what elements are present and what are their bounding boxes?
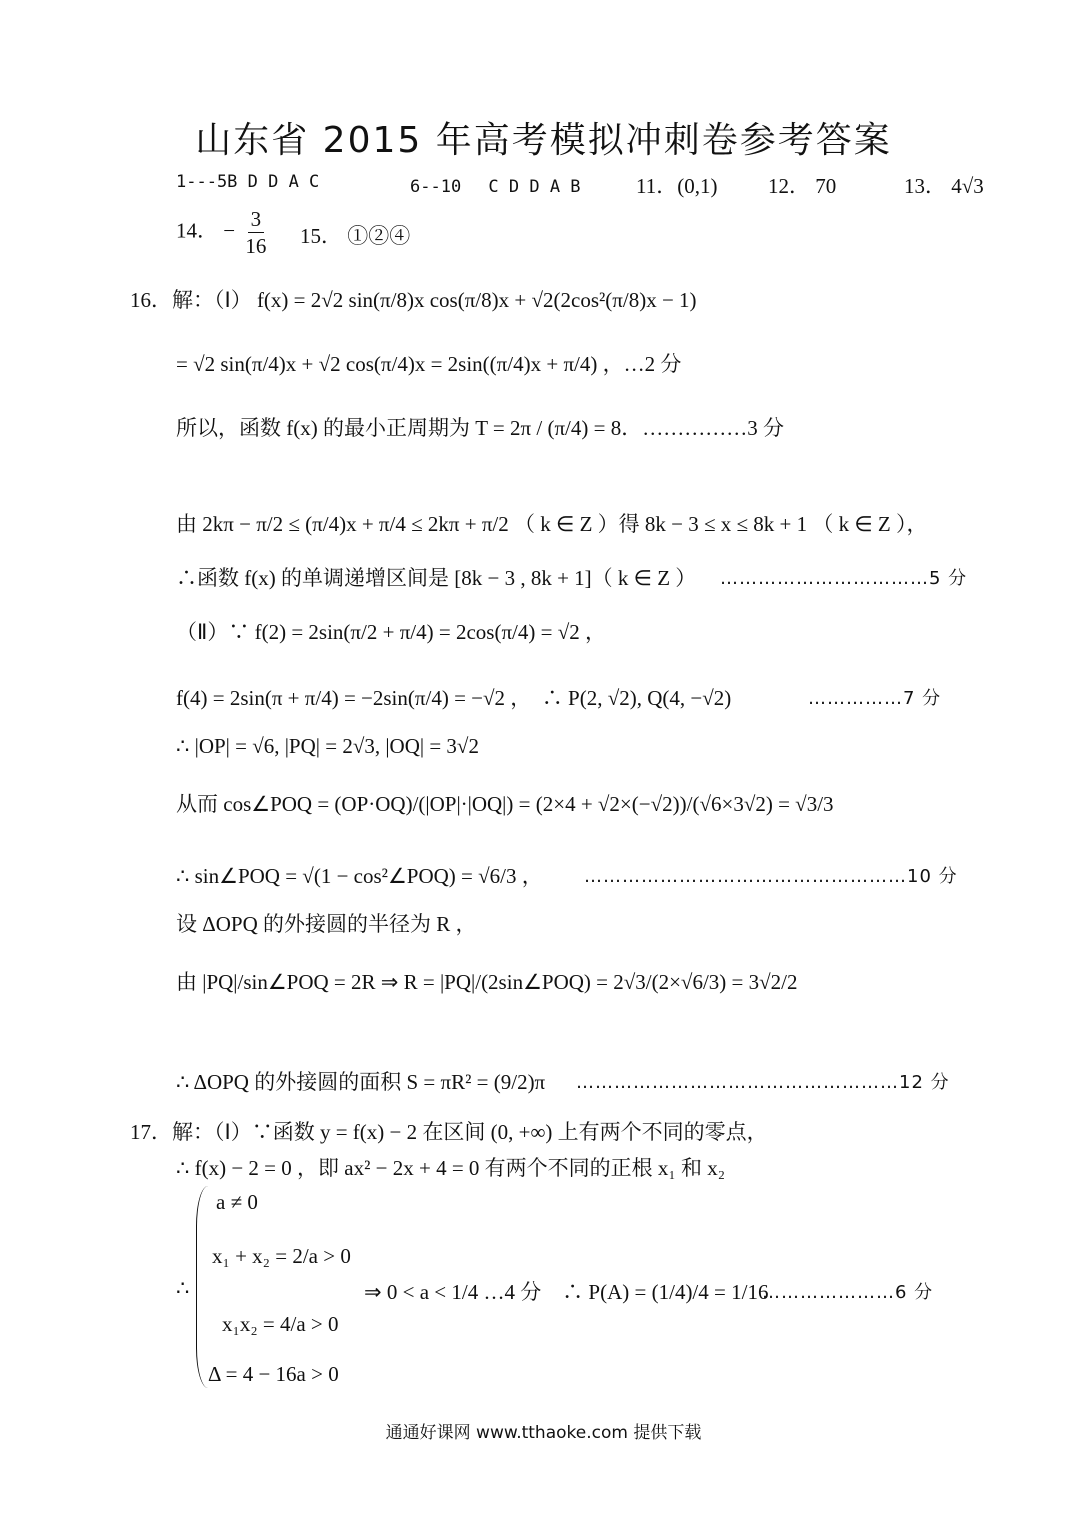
answer-14-numerator: 3	[248, 206, 265, 233]
page-title: 山东省 2015 年高考模拟冲刺卷参考答案	[195, 120, 892, 161]
answers-1-5: 1---5B D D A C	[176, 172, 320, 192]
q16-line-11: 设 ΔOPQ 的外接圆的半径为 R ，	[176, 912, 477, 936]
q16-line-9: 从而 cos∠POQ = (OP·OQ)/(|OP|·|OQ|) = (2×4 + √2×(−√2))/(√6×3√2) = √3/3	[176, 792, 834, 816]
q17-result: ⇒ 0 < a < 1/4 …4 分 ∴ P(A) = (1/4)/4 = 1/16	[364, 1280, 769, 1304]
q16-line-7: f(4) = 2sin(π + π/4) = −2sin(π/4) = −√2 ， ∴ P(2, √2), Q(4, −√2)	[176, 686, 732, 710]
q16-line-8: ∴ |OP| = √6, |PQ| = 2√3, |OQ| = 3√2	[176, 734, 479, 758]
q16-line-3: 所以，函数 f(x) 的最小正周期为 T = 2π / (π/4) = 8．……………3 分	[176, 416, 784, 440]
q17-line-2: ∴ f(x) − 2 = 0 ，即 ax² − 2x + 4 = 0 有两个不同的正根 x₁ 和 x₂	[176, 1156, 726, 1180]
answer-14: 14． − $\frac{3}{16}$	[176, 206, 271, 260]
q17-system-2: x₁ + x₂ = 2/a > 0	[212, 1244, 351, 1268]
q16-line-10: ∴ sin∠POQ = √(1 − cos²∠POQ) = √6/3 ，	[176, 864, 543, 888]
q16-score-12: ……………………………………………12 分	[576, 1072, 950, 1093]
q17-system-3: x₁x₂ = 4/a > 0	[222, 1312, 339, 1336]
page-footer: 通通好课网 www.tthaoke.com 提供下载	[385, 1423, 702, 1443]
q17-line-1: 17．解：（Ⅰ）∵函数 y = f(x) − 2 在区间 (0, +∞) 上有两个不同的零点，	[130, 1120, 768, 1144]
answer-14-denominator: 16	[245, 234, 267, 259]
q17-score-6: …………………6 分	[762, 1282, 934, 1303]
q16-line-1: 16．解：（Ⅰ） f(x) = 2√2 sin(π/8)x cos(π/8)x + √2(2cos²(π/8)x − 1)	[130, 288, 697, 312]
answer-13: 13． 4√3	[904, 174, 984, 198]
answer-11: 11．(0,1)	[636, 174, 718, 198]
answer-14-fraction	[242, 206, 269, 260]
answer-12: 12． 70	[768, 174, 837, 198]
answers-6-10: 6--10 C D D A B	[410, 177, 581, 197]
answer-14-label: 14．	[176, 218, 218, 243]
q16-line-2: = √2 sin(π/4)x + √2 cos(π/4)x = 2sin((π/4)x + π/4) ，…2 分	[176, 352, 682, 376]
q16-line-13: ∴ ΔOPQ 的外接圆的面积 S = πR² = (9/2)π	[176, 1070, 546, 1094]
q16-line-6: （Ⅱ）∵ f(2) = 2sin(π/2 + π/4) = 2cos(π/4) = √2 ，	[176, 620, 606, 644]
q17-therefore: ∴	[176, 1276, 190, 1300]
system-brace	[196, 1186, 209, 1388]
q16-score-7: ……………7 分	[808, 688, 942, 709]
q16-line-4: 由 2kπ − π/2 ≤ (π/4)x + π/4 ≤ 2kπ + π/2 （ k ∈ Z ）得 8k − 3 ≤ x ≤ 8k + 1 （ k ∈ Z ），	[176, 512, 928, 536]
q17-system-4: Δ = 4 − 16a > 0	[208, 1362, 339, 1386]
q17-system-1: a ≠ 0	[216, 1190, 258, 1214]
q16-line-12: 由 |PQ|/sin∠POQ = 2R ⇒ R = |PQ|/(2sin∠POQ) = 2√3/(2×√6/3) = 3√2/2	[176, 970, 798, 994]
q16-line-5: ∴函数 f(x) 的单调递增区间是 [8k − 3 , 8k + 1]（ k ∈ Z ）	[176, 566, 697, 590]
q16-score-10: ……………………………………………10 分	[584, 866, 958, 887]
answer-15: 15． ①②④	[300, 224, 411, 248]
q16-score-5: ……………………………5 分	[720, 568, 968, 589]
